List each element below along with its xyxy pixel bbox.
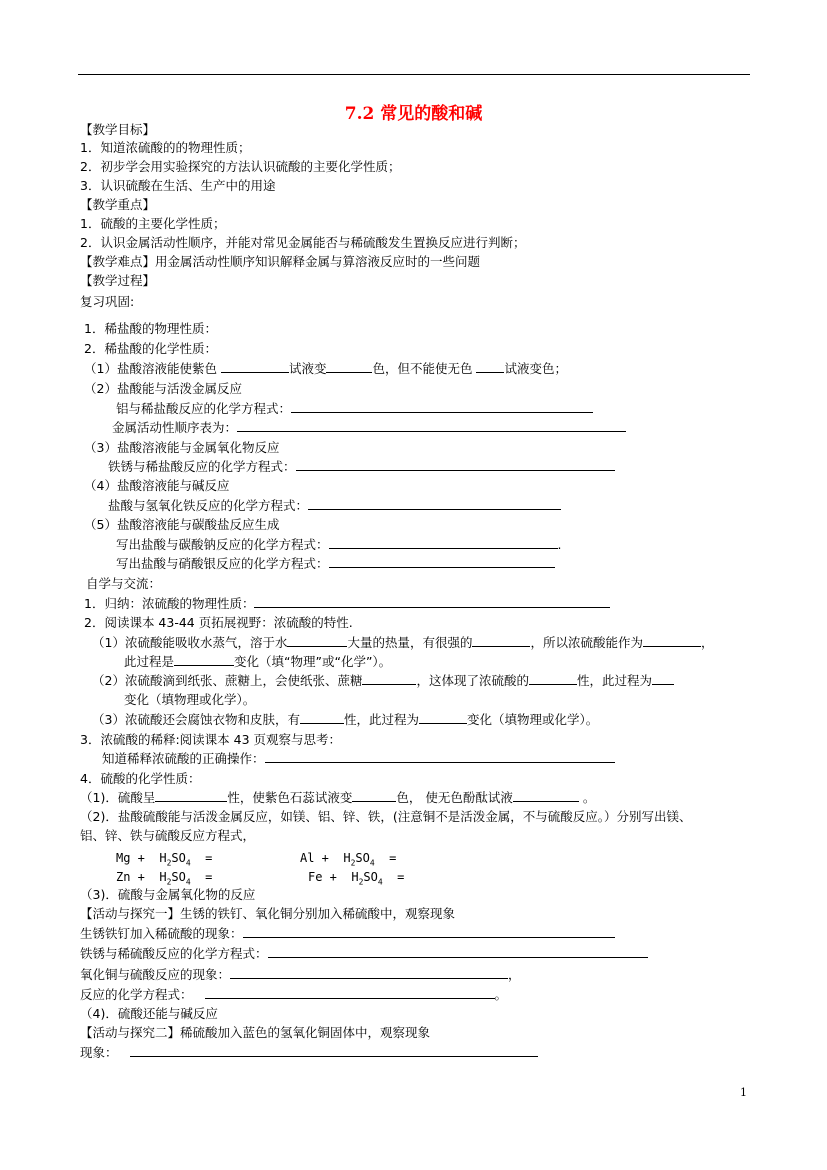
h2so4-indicator-line: （1)．硫酸呈 性，使紫色石蕊试液变 色， 使无色酚酞试液 。: [80, 790, 596, 805]
rust-hcl-line: 铁锈与稀盐酸反应的化学方程式：: [108, 458, 615, 476]
key-point-1: 1．硫酸的主要化学性质；: [80, 216, 226, 231]
activity-series-line: 金属活动性顺序表为：: [112, 419, 626, 437]
blank[interactable]: [308, 497, 561, 510]
hcl-indicator-line: （1）盐酸溶液能使紫色 试液变 色，但不能使无色 试液变色；: [84, 361, 567, 376]
phenomenon-line: 现象：: [80, 1044, 538, 1062]
blank[interactable]: [352, 789, 396, 802]
al-hcl-line: 铝与稀盐酸反应的化学方程式：: [116, 400, 593, 418]
h2so4-chemical-heading: 4．硫酸的化学性质：: [80, 771, 201, 786]
h2so4-oxide-heading: （3)．硫酸与金属氧化物的反应: [80, 887, 256, 902]
equation-al: $Al + H_2SO_4$ =: [300, 851, 397, 868]
equation-zn: $Zn + H_2SO_4$ =: [116, 870, 213, 887]
blank[interactable]: [221, 360, 289, 373]
page-title: 7.2 常见的酸和碱: [344, 104, 483, 124]
hcl-oxide-heading: （3）盐酸溶液能与金属氧化物反应: [84, 440, 280, 455]
cuo-equation-line: 反应的化学方程式： 。: [80, 987, 508, 1002]
equation-fe: $Fe + H_2SO_4$ =: [308, 870, 405, 887]
dilution-heading: 3．浓硫酸的稀释:阅读课本 43 页观察与思考：: [80, 732, 342, 747]
blank[interactable]: [643, 634, 701, 647]
activity-2-heading: 【活动与探究二】稀硫酸加入蓝色的氢氧化铜固体中，观察现象: [80, 1025, 431, 1040]
blank[interactable]: [652, 672, 674, 685]
hcl-agno3-line: 写出盐酸与硝酸银反应的化学方程式：: [116, 555, 555, 573]
blank[interactable]: [296, 458, 615, 471]
h2so4-metal-line-2: 铝、锌、铁与硫酸反应方程式，: [80, 828, 256, 843]
hcl-na2co3-line: 写出盐酸与碳酸钠反应的化学方程式： .: [116, 537, 562, 552]
objective-3: 3．认识硫酸在生活、生产中的用途: [80, 178, 276, 193]
section-heading-process: 【教学过程】: [80, 273, 156, 288]
blank[interactable]: [155, 789, 227, 802]
review-heading: 复习巩固:: [80, 294, 135, 309]
dehydration-line-1: （1）浓硫酸能吸收水蒸气，溶于水 大量的热量，有很强的 ，所以浓硫酸能作为 ，: [92, 635, 714, 650]
objective-1: 1．知道浓硫酸的的物理性质；: [80, 140, 251, 155]
blank[interactable]: [130, 1044, 538, 1057]
hcl-carbonate-heading: （5）盐酸溶液能与碳酸盐反应生成: [84, 517, 280, 532]
blank[interactable]: [300, 711, 344, 724]
blank[interactable]: [329, 536, 558, 549]
blank[interactable]: [476, 360, 504, 373]
h2so4-physical-line: 1．归纳：浓硫酸的物理性质：: [84, 595, 610, 613]
blank[interactable]: [230, 966, 508, 979]
blank[interactable]: [329, 555, 555, 568]
blank[interactable]: [265, 750, 615, 763]
objective-2: 2．初步学会用实验探究的方法认识硫酸的主要化学性质；: [80, 159, 401, 174]
header-rule: [78, 74, 750, 75]
blank[interactable]: [419, 711, 467, 724]
reading-line: 2．阅读课本 43-44 页拓展视野：浓硫酸的特性.: [84, 615, 353, 630]
blank[interactable]: [362, 672, 416, 685]
cuo-phenomenon-line: 氧化铜与硫酸反应的现象： ，: [80, 967, 521, 982]
corrosive-line: （3）浓硫酸还会腐蚀衣物和皮肤，有 性，此过程为 变化（填物理或化学）。: [92, 712, 599, 727]
blank[interactable]: [326, 360, 372, 373]
carbonize-line-1: （2）浓硫酸滴到纸张、蔗糖上，会使纸张、蔗糖 ，这体现了浓硫酸的 性，此过程为: [92, 672, 674, 690]
page-number: 1: [740, 1086, 747, 1099]
blank[interactable]: [529, 672, 577, 685]
blank[interactable]: [291, 400, 593, 413]
dilution-operation-line: 知道稀释浓硫酸的正确操作：: [102, 750, 615, 768]
activity-1-heading: 【活动与探究一】生锈的铁钉、氧化铜分别加入稀硫酸中，观察现象: [80, 906, 456, 921]
h2so4-metal-line-1: （2)．盐酸硫酸能与活泼金属反应，如镁、铝、锌、铁，(注意铜不是活泼金属，不与硫酸反应。）分别写出镁、: [80, 809, 692, 824]
blank[interactable]: [243, 925, 615, 938]
blank[interactable]: [174, 653, 234, 666]
blank[interactable]: [237, 419, 626, 432]
hcl-metal-heading: （2）盐酸能与活泼金属反应: [84, 381, 242, 396]
rust-h2so4-line: 铁锈与稀硫酸反应的化学方程式：: [80, 945, 648, 963]
hcl-physical: 1．稀盐酸的物理性质：: [84, 321, 217, 336]
h2so4-base-heading: （4)．硫酸还能与碱反应: [80, 1006, 218, 1021]
dehydration-line-2: 此过程是 变化（填“物理”或“化学”）。: [124, 654, 392, 669]
blank[interactable]: [287, 634, 347, 647]
blank[interactable]: [254, 595, 610, 608]
self-study-heading: 自学与交流：: [86, 576, 162, 591]
key-point-2: 2．认识金属活动性顺序，并能对常见金属能否与稀硫酸发生置换反应进行判断；: [80, 235, 526, 250]
blank[interactable]: [513, 789, 579, 802]
hcl-chemical: 2．稀盐酸的化学性质：: [84, 341, 217, 356]
hcl-base-heading: （4）盐酸溶液能与碱反应: [84, 478, 230, 493]
blank[interactable]: [205, 986, 495, 999]
equation-mg: $Mg + H_2SO_4$ =: [116, 851, 213, 868]
section-heading-key-points: 【教学重点】: [80, 197, 156, 212]
difficulty-line: 【教学难点】用金属活动性顺序知识解释金属与算溶液反应时的一些问题: [80, 254, 481, 269]
blank[interactable]: [472, 634, 530, 647]
carbonize-line-2: 变化（填物理或化学）。: [124, 692, 256, 707]
section-heading-objectives: 【教学目标】: [80, 122, 156, 137]
hcl-feoh3-line: 盐酸与氢氧化铁反应的化学方程式：: [108, 497, 561, 515]
rusty-nail-line: 生锈铁钉加入稀硫酸的现象：: [80, 925, 615, 943]
blank[interactable]: [268, 945, 648, 958]
